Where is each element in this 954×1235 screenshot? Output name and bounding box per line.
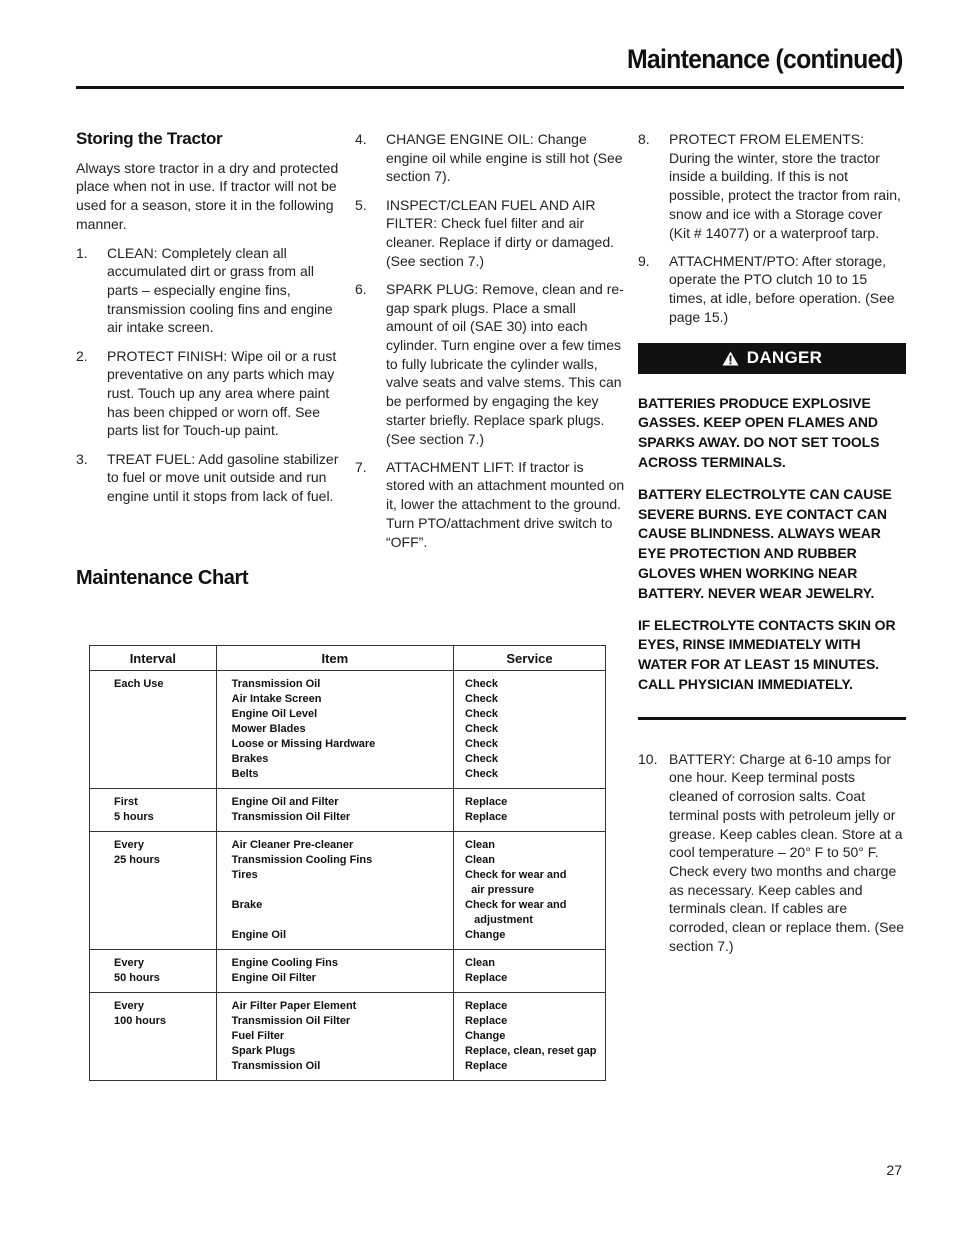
interval-cell [90, 671, 217, 789]
cell-line: Check [465, 723, 499, 735]
item-cell [216, 993, 453, 1081]
step-text: PROTECT FROM ELEMENTS: During the winter, store the tractor inside a building. If this is not possible, protect the tractor from rain, snow and ice with a Storage cover (Kit # 14077) or a waterproof tarp. [669, 131, 901, 241]
cell-line: Change [465, 929, 506, 941]
cell-line: Every [114, 1000, 144, 1012]
cell-line: Tires [231, 869, 258, 881]
interval-cell [90, 993, 217, 1081]
step-text: BATTERY: Charge at 6-10 amps for one hour. Keep terminal posts cleaned of corrosion salts. Coat terminal posts with petroleum jelly or grease. Keep cables clean. Store at a cool temperature – 20° F to 50° F. Check every two months and charge as necessary. Keep cables and terminals clean. If cables are corroded, clean or replace them. (See section 7.) [669, 750, 905, 954]
storing-heading: Storing the Tractor [76, 129, 223, 148]
maintenance-chart-heading: Maintenance Chart [76, 567, 249, 589]
cell-line: 100 hours [114, 1015, 166, 1027]
step-text: PROTECT FINISH: Wipe oil or a rust preventative on any parts which may rust. Touch up any area where paint has been chipped or worn off. See parts list for Touch-up paint. [107, 347, 337, 439]
cell-line: Belts [231, 768, 259, 780]
step-text: TREAT FUEL: Add gasoline stabilizer to fuel or move unit outside and run engine until it stops from lack of fuel. [107, 450, 339, 504]
cell-line: Every [114, 957, 144, 969]
cell-line: 25 hours [114, 854, 160, 866]
item-cell [216, 950, 453, 993]
step-text: ATTACHMENT/PTO: After storage, operate the PTO clutch 10 to 15 times, at idle, before operation. (See page 15.) [669, 252, 895, 325]
step-number: 9. [638, 252, 650, 269]
cell-line: Check [465, 708, 499, 720]
item-cell [216, 789, 453, 832]
cell-line: Engine Oil Filter [231, 972, 316, 984]
cell-line: Replace, clean, reset gap [465, 1045, 597, 1057]
step-text: ATTACHMENT LIFT: If tractor is stored with an attachment mounted on it, lower the attachment to the ground. Turn PTO/attachment drive switch to “OFF”. [386, 458, 625, 550]
storing-step-1 [76, 244, 344, 338]
cell-line: Air Cleaner Pre-cleaner [231, 839, 354, 851]
page-number: 27 [886, 1162, 902, 1178]
danger-paragraph: IF ELECTROLYTE CONTACTS SKIN OR EYES, RINSE IMMEDIATELY WITH WATER FOR AT LEAST 15 MINUTES. CALL PHYSICIAN IMMEDIATELY. [638, 616, 896, 692]
column-header-interval: Interval [90, 646, 217, 671]
cell-line: Replace [465, 1015, 508, 1027]
danger-paragraph: BATTERY ELECTROLYTE CAN CAUSE SEVERE BURNS. EYE CONTACT CAN CAUSE BLINDNESS. ALWAYS WEAR EYE PROTECTION AND RUBBER GLOVES WHEN WORKING NEAR BATTERY. NEVER WEAR JEWELRY. [638, 485, 892, 601]
cell-line: 50 hours [114, 972, 160, 984]
storing-step-9 [638, 252, 906, 327]
cell-line: Spark Plugs [231, 1045, 296, 1057]
cell-line: Check [465, 753, 499, 765]
cell-line: Engine Cooling Fins [231, 957, 338, 969]
danger-label: DANGER [746, 347, 823, 367]
cell-line: Every [114, 839, 144, 851]
cell-line: Check [465, 678, 499, 690]
service-cell [454, 789, 606, 832]
storing-step-7 [355, 458, 625, 552]
cell-line: Clean [465, 854, 495, 866]
storing-step-2 [76, 347, 344, 441]
cell-line: Air Intake Screen [231, 693, 322, 705]
cell-line: Clean [465, 957, 495, 969]
cell-line: Replace [465, 811, 508, 823]
danger-bottom-rule [638, 717, 906, 720]
step-text: INSPECT/CLEAN FUEL AND AIR FILTER: Check fuel filter and air cleaner. Replace if dirty or damaged. (See section 7.) [386, 196, 615, 269]
cell-line: Check [465, 768, 499, 780]
cell-line: Transmission Cooling Fins [231, 854, 373, 866]
maintenance-chart-body [90, 671, 606, 1081]
step-text: CLEAN: Completely clean all accumulated dirt or grass from all parts – especially engine fins, transmission cooling fins and engine air intake screen. [107, 244, 333, 336]
service-cell [454, 950, 606, 993]
table-row [90, 993, 606, 1081]
service-cell [454, 832, 606, 950]
cell-line: Clean [465, 839, 495, 851]
cell-line: Check for wear and [465, 869, 567, 881]
cell-line: Check [465, 693, 499, 705]
cell-line: air pressure [465, 884, 535, 896]
cell-line: Replace [465, 972, 508, 984]
cell-line: Transmission Oil [231, 678, 321, 690]
table-header-row [90, 646, 606, 671]
cell-line: 5 hours [114, 811, 154, 823]
cell-line: First [114, 796, 138, 808]
step-number: 6. [355, 280, 367, 297]
interval-cell [90, 832, 217, 950]
maintenance-chart-table [89, 645, 606, 1081]
cell-line: Fuel Filter [231, 1030, 285, 1042]
table-row [90, 950, 606, 993]
cell-line [232, 913, 449, 928]
cell-line: Transmission Oil Filter [231, 811, 351, 823]
storing-step-4 [355, 130, 625, 186]
storing-column-1 [76, 130, 344, 515]
storing-step-6 [355, 280, 625, 448]
step-number: 7. [355, 458, 367, 475]
column-header-service: Service [454, 646, 606, 671]
step-text: SPARK PLUG: Remove, clean and re-gap spark plugs. Place a small amount of oil (SAE 30) into each cylinder. Turn engine over a few times to fully lubricate the cylinder walls, valve seats and valve stems. This can be performed by engaging the key starter briefly. Replace spark plugs. (See section 7.) [386, 280, 624, 447]
cell-line: Change [465, 1030, 506, 1042]
storing-column-3 [638, 130, 906, 965]
cell-line: Air Filter Paper Element [231, 1000, 357, 1012]
cell-line: Check for wear and [465, 899, 567, 911]
storing-intro: Always store tractor in a dry and protected place when not in use. If tractor will not be used for a season, store it in the following manner. [76, 159, 339, 232]
storing-step-8 [638, 130, 906, 242]
cell-line: Check [465, 738, 499, 750]
table-row [90, 789, 606, 832]
storing-step-10 [638, 750, 906, 956]
storing-step-5 [355, 196, 625, 271]
cell-line: Mower Blades [231, 723, 306, 735]
cell-line: Replace [465, 796, 508, 808]
page-title: Maintenance (continued) [627, 44, 903, 74]
step-text: CHANGE ENGINE OIL: Change engine oil while engine is still hot (See section 7). [386, 131, 623, 185]
cell-line: Replace [465, 1000, 508, 1012]
item-cell [216, 671, 453, 789]
storing-column-2 [355, 130, 625, 561]
danger-banner [638, 343, 906, 374]
cell-line: Each Use [114, 678, 164, 690]
cell-line: Transmission Oil Filter [231, 1015, 351, 1027]
cell-line: Engine Oil and Filter [231, 796, 339, 808]
step-number: 10. [638, 750, 658, 767]
step-number: 4. [355, 131, 367, 147]
title-rule [76, 86, 904, 89]
item-cell [216, 832, 453, 950]
interval-cell [90, 789, 217, 832]
cell-line: Engine Oil [231, 929, 287, 941]
cell-line: Loose or Missing Hardware [231, 738, 376, 750]
service-cell [454, 993, 606, 1081]
warning-triangle-icon [722, 351, 739, 366]
step-number: 1. [76, 244, 88, 261]
danger-paragraph: BATTERIES PRODUCE EXPLOSIVE GASSES. KEEP OPEN FLAMES AND SPARKS AWAY. DO NOT SET TOOLS ACROSS TERMINALS. [638, 394, 880, 470]
cell-line [232, 883, 449, 898]
service-cell [454, 671, 606, 789]
table-row [90, 671, 606, 789]
cell-line: Transmission Oil [231, 1060, 321, 1072]
step-number: 5. [355, 196, 367, 213]
cell-line: adjustment [465, 914, 533, 926]
cell-line: Brakes [231, 753, 269, 765]
table-row [90, 832, 606, 950]
column-header-item: Item [216, 646, 453, 671]
cell-line: Replace [465, 1060, 508, 1072]
step-number: 2. [76, 347, 88, 364]
step-number: 3. [76, 450, 88, 467]
cell-line: Brake [231, 899, 263, 911]
interval-cell [90, 950, 217, 993]
step-number: 8. [638, 131, 650, 147]
cell-line: Engine Oil Level [231, 708, 318, 720]
storing-step-3 [76, 450, 344, 506]
